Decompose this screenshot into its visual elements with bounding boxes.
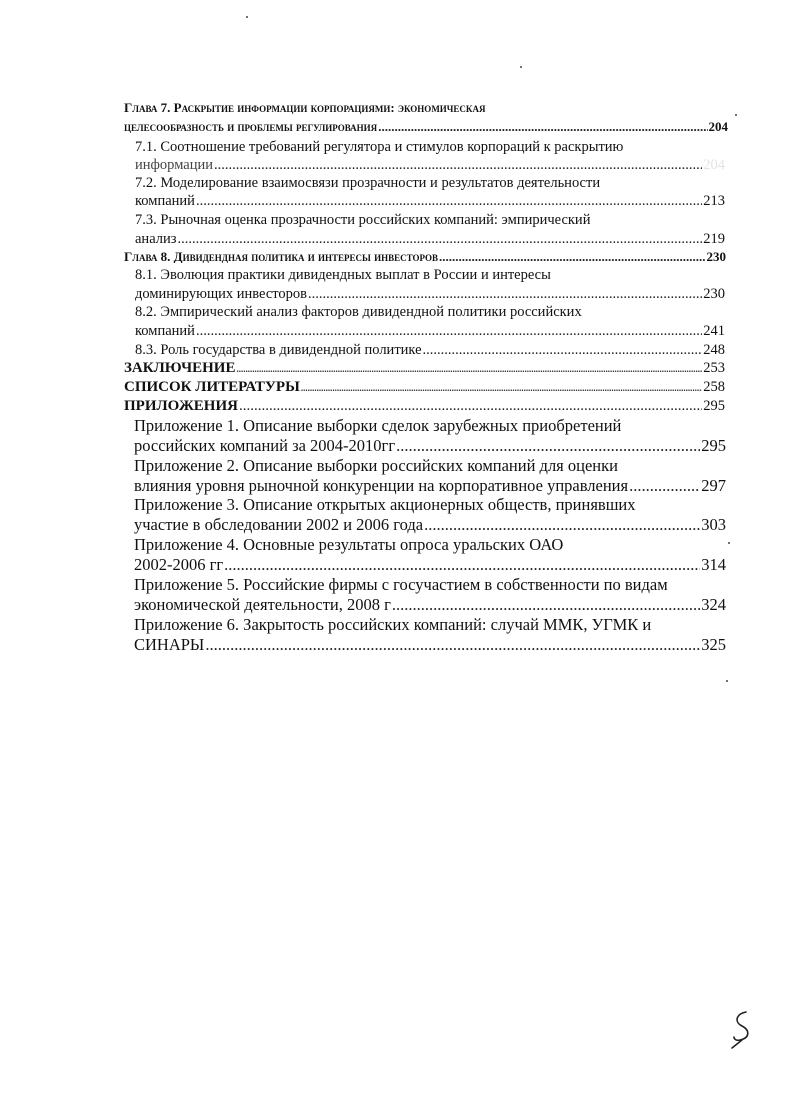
scan-speck: [735, 114, 737, 116]
toc-section-8-3[interactable]: 8.3. Роль государства в дивидендной политике ..... 248: [135, 343, 725, 358]
leader-dots: [378, 120, 707, 133]
scan-speck: [520, 66, 522, 68]
page-number: 248: [703, 343, 725, 358]
leader-dots: [196, 324, 702, 339]
toc-appendix-2-line1: Приложение 2. Описание выборки российских компаний для оценки: [134, 458, 618, 475]
page-number: 219: [703, 232, 725, 247]
leader-dots: [423, 343, 703, 358]
page-number: 325: [701, 637, 726, 654]
toc-section-7-3-line1: 7.3. Рыночная оценка прозрачности российских компаний: эмпирический: [135, 213, 591, 228]
page-number: 295: [701, 438, 726, 455]
page-number: 241: [703, 324, 725, 339]
leader-dots: [396, 438, 700, 455]
toc-appendix-5-line1: Приложение 5. Российские фирмы с госучастием в собственности по видам: [134, 577, 668, 594]
page-number: 230: [706, 250, 726, 263]
toc-section-8-2-line1: 8.2. Эмпирический анализ факторов дивидендной политики российских: [135, 305, 582, 320]
toc-appendices[interactable]: ПРИЛОЖЕНИЯ ..... 295: [124, 399, 725, 414]
toc-appendix-6-line1: Приложение 6. Закрытость российских компаний: случай ММК, УГМК и: [134, 617, 652, 634]
page-number: 204: [703, 158, 725, 173]
leader-dots: [205, 637, 700, 654]
leader-dots: [629, 478, 700, 495]
page-number: 213: [703, 194, 725, 209]
scan-speck: [726, 680, 728, 682]
toc-appendix-3-line1: Приложение 3. Описание открытых акционерных обществ, принявших: [134, 497, 636, 514]
page-number: 295: [703, 399, 725, 414]
toc-section-8-1-line1: 8.1. Эволюция практики дивидендных выплат в России и интересы: [135, 268, 551, 283]
page-number: 204: [708, 120, 728, 133]
toc-section-7-2[interactable]: компаний ..... 213: [135, 194, 725, 209]
toc-chapter-7[interactable]: целесообразность и проблемы регулирования ..... 204: [124, 120, 728, 133]
toc-section-8-2[interactable]: компаний ..... 241: [135, 324, 725, 339]
toc-literature[interactable]: СПИСОК ЛИТЕРАТУРЫ ..... 258: [124, 380, 725, 395]
toc-appendix-2[interactable]: влияния уровня рыночной конкуренции на корпоративное управления ..... 297: [134, 478, 726, 495]
toc-appendix-5[interactable]: экономической деятельности, 2008 г ..... 324: [134, 597, 726, 614]
toc-appendix-1[interactable]: российских компаний за 2004-2010гг ..... 295: [134, 438, 726, 455]
page-number: 230: [703, 287, 725, 302]
toc-chapter-7-line1: Глава 7. Раскрытие информации корпорациями: экономическая: [124, 101, 486, 114]
leader-dots: [301, 384, 702, 393]
leader-dots: [177, 232, 702, 247]
page-number: 303: [701, 517, 726, 534]
leader-dots: [224, 557, 700, 574]
toc-section-8-1[interactable]: доминирующих инвесторов ..... 230: [135, 287, 725, 302]
scan-speck: [728, 542, 730, 544]
handwritten-mark-icon: [728, 1010, 758, 1050]
leader-dots: [236, 365, 702, 374]
leader-dots: [239, 399, 702, 414]
toc-section-7-1-line1: 7.1. Соотношение требований регулятора и стимулов корпораций к раскрытию: [135, 140, 624, 155]
page-number: 258: [703, 380, 725, 395]
toc-section-7-2-line1: 7.2. Моделирование взаимосвязи прозрачности и результатов деятельности: [135, 176, 601, 191]
toc-appendix-3[interactable]: участие в обследовании 2002 и 2006 года ..... 303: [134, 517, 726, 534]
toc-appendix-4[interactable]: 2002-2006 гг ..... 314: [134, 557, 726, 574]
leader-dots: [196, 194, 702, 209]
page-number: 314: [701, 557, 726, 574]
leader-dots: [308, 287, 702, 302]
toc-appendix-4-line1: Приложение 4. Основные результаты опроса уральских ОАО: [134, 537, 564, 554]
toc-appendix-6[interactable]: СИНАРЫ ..... 325: [134, 637, 726, 654]
leader-dots: [392, 597, 700, 614]
leader-dots: [214, 158, 702, 173]
toc-conclusion[interactable]: ЗАКЛЮЧЕНИЕ ..... 253: [124, 361, 725, 376]
toc-section-7-3[interactable]: анализ ..... 219: [135, 232, 725, 247]
scan-speck: [246, 16, 248, 18]
page-number: 297: [701, 478, 726, 495]
leader-dots: [424, 517, 700, 534]
toc-appendix-1-line1: Приложение 1. Описание выборки сделок зарубежных приобретений: [134, 418, 622, 435]
toc-section-7-1[interactable]: информации ..... 204: [135, 158, 725, 173]
toc-chapter-8[interactable]: Глава 8. Дивидендная политика и интересы инвесторов ..... 230: [124, 250, 726, 263]
page-number: 253: [703, 361, 725, 376]
page-number: 324: [701, 597, 726, 614]
leader-dots: [439, 250, 706, 263]
